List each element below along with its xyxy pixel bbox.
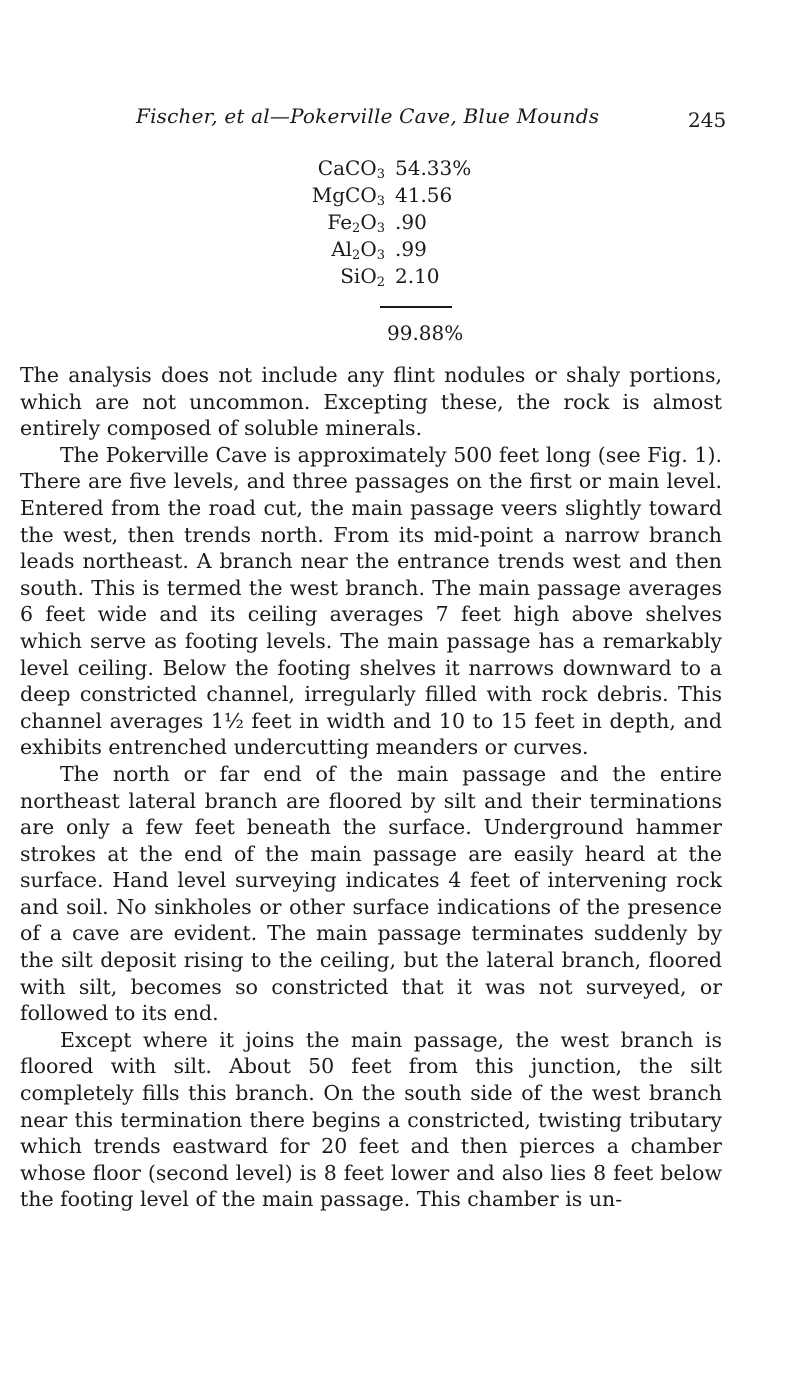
compound-percentage: 54.33% <box>395 156 472 180</box>
compound-formula: $Al_2O_3$ <box>331 237 385 263</box>
compound-percentage: .99 <box>395 237 427 261</box>
running-head <box>0 104 790 134</box>
analysis-row <box>300 156 500 183</box>
paragraph: The north or far end of the main passage and the entire northeast lateral branch are floored by silt and their terminations are only a few feet beneath the surface. Underground hammer strokes at the end of the main passage are easily heard at the surface. Hand level surveying indicates 4 feet of intervening rock and soil. No sinkholes or other surface indications of the presence of a cave are evident. The main passage terminates suddenly by the silt deposit rising to the ceiling, but the lateral branch, floored with silt, becomes so constricted that it was not surveyed, or followed to its end. <box>20 761 722 1026</box>
paragraph: Except where it joins the main passage, the west branch is floored with silt. About 50 feet from this junction, the silt completely fills this branch. On the south side of the west branch near this termination there begins a constricted, twisting tributary which trends eastward for 20 feet and then pierces a chamber whose floor (second level) is 8 feet lower and also lies 8 feet below the footing level of the main passage. This chamber is un- <box>20 1027 722 1212</box>
compound-formula: SiO$_2$ <box>340 264 385 290</box>
total-rule <box>380 306 452 308</box>
compound-formula: MgCO$_3$ <box>311 183 385 209</box>
analysis-row <box>300 237 500 264</box>
analysis-row <box>300 210 500 237</box>
compound-percentage: .90 <box>395 210 427 234</box>
compound-percentage: 41.56 <box>395 183 453 207</box>
analysis-row <box>300 183 500 210</box>
compound-formula: CaCO$_3$ <box>317 156 385 182</box>
analysis-total: 99.88% <box>387 321 464 345</box>
chemical-analysis-table <box>300 156 500 291</box>
running-title: Fischer, et al—Pokerville Cave, Blue Mounds <box>136 104 600 128</box>
paragraph: The analysis does not include any flint nodules or shaly portions, which are not uncommon. Excepting these, the rock is almost entirely composed of soluble minerals. <box>20 363 722 441</box>
compound-percentage: 2.10 <box>395 264 440 288</box>
body-text <box>20 362 722 1213</box>
paragraph: The Pokerville Cave is approximately 500 feet long (see Fig. 1). There are five levels, and three passages on the first or main level. Entered from the road cut, the main passage veers slightly toward the west, then trends north. From its mid-point a narrow branch leads northeast. A branch near the entrance trends west and then south. This is termed the west branch. The main passage averages 6 feet wide and its ceiling averages 7 feet high above shelves which serve as footing levels. The main passage has a remarkably level ceiling. Below the footing shelves it narrows downward to a deep constricted channel, irregularly filled with rock debris. This channel averages 1½ feet in width and 10 to 15 feet in depth, and exhibits entrenched undercutting meanders or curves. <box>20 442 722 760</box>
compound-formula: $Fe_2O_3$ <box>327 210 385 236</box>
analysis-row <box>300 264 500 291</box>
page-number: 245 <box>688 108 727 132</box>
